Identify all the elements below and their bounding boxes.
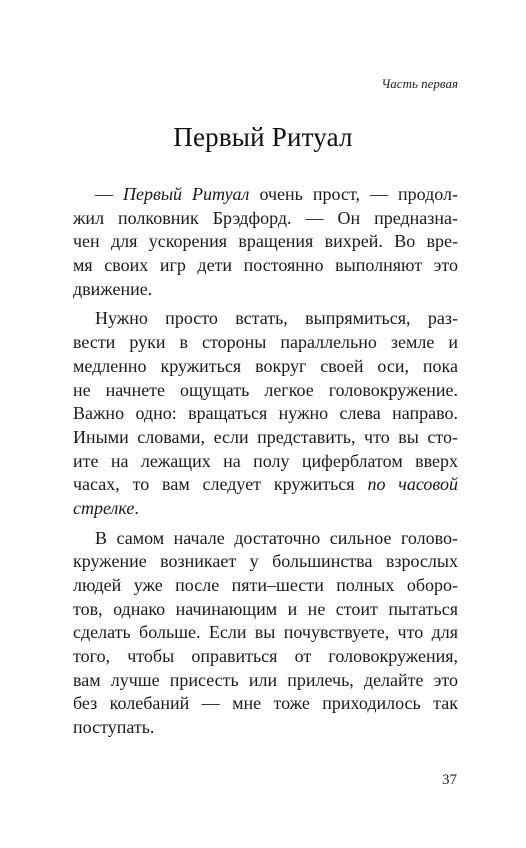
- text-line: [73, 497, 458, 521]
- text-line: [73, 645, 458, 669]
- text-run: часах, то вам следует кружиться: [73, 474, 368, 495]
- text-run: медленно кружиться вокруг своей оси, пока: [73, 355, 458, 376]
- text-line: [73, 527, 458, 551]
- text-line: [73, 621, 458, 645]
- text-run: В самом начале достаточно сильное голово-: [95, 527, 458, 548]
- text-line: [73, 598, 458, 622]
- chapter-title: Первый Ритуал: [173, 122, 353, 152]
- running-head: Часть первая: [381, 76, 458, 91]
- text-line: [73, 278, 458, 302]
- text-run: —: [95, 184, 124, 204]
- text-line: [73, 254, 458, 278]
- text-line: [73, 669, 458, 693]
- text-line: [73, 402, 458, 426]
- text-line: [73, 716, 458, 740]
- paragraph: [73, 183, 458, 301]
- text-line: [73, 574, 458, 598]
- text-run: Важно одно: вращаться нужно слева направо.: [73, 403, 458, 424]
- text-line: [73, 207, 458, 231]
- text-run: тов, однако начинающим и не стоит пытаться: [73, 598, 458, 619]
- text-line: [73, 426, 458, 450]
- text-run: сделать больше. Если вы почувствуете, что для: [73, 622, 458, 643]
- text-run: мя своих игр дети постоянно выполняют это: [73, 255, 458, 276]
- text-run: вам лучше присесть или прилечь, делайте это: [73, 669, 458, 690]
- text-line: [73, 379, 458, 403]
- text-run: поступать.: [73, 717, 155, 738]
- text-line: [73, 692, 458, 716]
- text-line: [73, 230, 458, 254]
- text-line: [73, 473, 458, 497]
- text-run: Иными словами, если представить, что вы сто-: [73, 426, 458, 447]
- text-line: [73, 307, 458, 331]
- text-run: кружение возникает у большинства взрослых: [73, 551, 458, 572]
- text-run: движение.: [73, 278, 153, 299]
- text-run: не начнете ощущать легкое головокружение.: [73, 379, 458, 400]
- text-run: людей уже после пяти–шести полных оборо-: [73, 575, 458, 595]
- text-line: [73, 355, 458, 379]
- text-line: [73, 550, 458, 574]
- text-run: .: [134, 497, 139, 518]
- italic-run: Первый Ритуал: [123, 184, 250, 204]
- paragraph: [73, 307, 458, 520]
- page-number: 37: [442, 772, 457, 788]
- text-run: ите на лежащих на полу циферблатом вверх: [73, 450, 458, 471]
- text-run: Нужно просто встать, выпрямиться, раз-: [95, 308, 458, 329]
- text-run: чен для ускорения вращения вихрей. Во вре-: [73, 231, 458, 252]
- text-line: [73, 331, 458, 355]
- text-run: очень прост, — продол-: [249, 184, 458, 204]
- text-line: [73, 450, 458, 474]
- text-run: без колебаний — мне тоже приходилось так: [73, 693, 458, 714]
- italic-run: по часовой: [367, 474, 458, 495]
- text-line: [73, 183, 458, 207]
- body-text: [73, 183, 458, 746]
- italic-run: стрелке: [73, 497, 135, 518]
- text-run: вести руки в стороны параллельно земле и: [73, 332, 458, 353]
- text-run: жил полковник Брэдфорд. — Он предназна-: [73, 207, 458, 228]
- text-run: того, чтобы оправиться от головокружения,: [73, 646, 458, 667]
- paragraph: [73, 527, 458, 740]
